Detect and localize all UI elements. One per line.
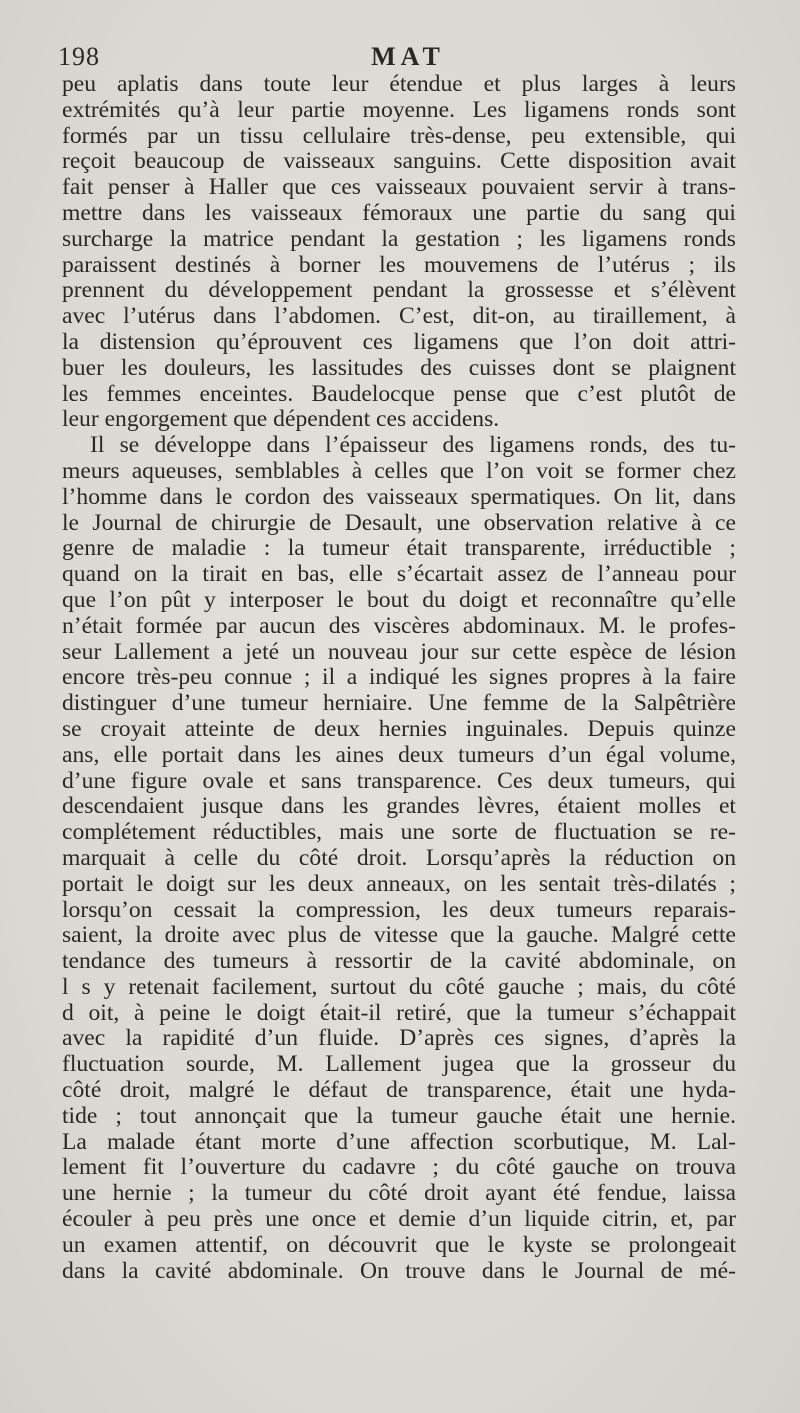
text-line: lorsqu’on cessait la compression, les deux tumeurs reparais-: [62, 896, 736, 923]
paragraph: [62, 433, 736, 1284]
text-line: mettre dans les vaisseaux fémoraux une partie du sang qui: [62, 199, 736, 226]
text-line: saient, la droite avec plus de vitesse que la gauche. Malgré cette: [62, 922, 736, 949]
text-line: Il se développe dans l’épaisseur des ligamens ronds, des tu-: [90, 432, 736, 459]
text-line: fluctuation sourde, M. Lallement jugea que la grosseur du: [62, 1051, 736, 1078]
text-line: tide ; tout annonçait que la tumeur gauche était une hernie.: [62, 1102, 736, 1129]
running-head: [58, 42, 758, 74]
text-line: La malade étant morte d’une affection scorbutique, M. Lal-: [62, 1128, 736, 1155]
text-line: portait le doigt sur les deux anneaux, on les sentait très-dilatés ;: [62, 870, 736, 897]
text-line: la distension qu’éprouvent ces ligamens que l’on doit attri-: [62, 328, 736, 355]
text-line: paraissent destinés à borner les mouvemens de l’utérus ; ils: [62, 251, 736, 278]
text-line: les femmes enceintes. Baudelocque pense que c’est plutôt de: [62, 380, 736, 407]
text-line: ans, elle portait dans les aines deux tumeurs d’un égal volume,: [62, 741, 736, 768]
text-line: n’était formée par aucun des viscères abdominaux. M. le profes-: [62, 612, 736, 639]
text-line: dans la cavité abdominale. On trouve dans le Journal de mé-: [62, 1257, 736, 1284]
text-line: fait penser à Haller que ces vaisseaux pouvaient servir à trans-: [62, 174, 736, 201]
text-line: leur engorgement que dépendent ces accidens.: [62, 406, 500, 433]
text-line: avec la rapidité d’un fluide. D’après ces signes, d’après la: [62, 1025, 736, 1052]
text-line: extrémités qu’à leur partie moyenne. Les ligamens ronds sont: [62, 96, 736, 123]
text-line: une hernie ; la tumeur du côté droit ayant été fendue, laissa: [62, 1180, 736, 1207]
text-line: genre de maladie : la tumeur était transparente, irréductible ;: [62, 535, 736, 562]
text-line: encore très-peu connue ; il a indiqué les signes propres à la faire: [62, 664, 736, 691]
text-line: surcharge la matrice pendant la gestation ; les ligamens ronds: [62, 225, 736, 252]
text-line: d oit, à peine le doigt était-il retiré, que la tumeur s’échappait: [62, 999, 736, 1026]
running-title: MAT: [371, 42, 445, 71]
text-line: peu aplatis dans toute leur étendue et plus larges à leurs: [62, 71, 736, 97]
text-line: marquait à celle du côté droit. Lorsqu’après la réduction on: [62, 844, 736, 871]
text-line: prennent du développement pendant la grossesse et s’élèvent: [62, 277, 736, 304]
text-line: le Journal de chirurgie de Desault, une observation relative à ce: [62, 509, 736, 536]
text-line: descendaient jusque dans les grandes lèvres, étaient molles et: [62, 793, 736, 820]
text-line: buer les douleurs, les lassitudes des cuisses dont se plaignent: [62, 354, 736, 381]
text-line: avec l’utérus dans l’abdomen. C’est, dit-on, au tiraillement, à: [62, 303, 736, 330]
text-line: d’une figure ovale et sans transparence. Ces deux tumeurs, qui: [62, 767, 736, 794]
text-line: l’homme dans le cordon des vaisseaux spermatiques. On lit, dans: [62, 483, 736, 510]
text-line: lement fit l’ouverture du cadavre ; du côté gauche on trouva: [62, 1154, 736, 1181]
text-line: meurs aqueuses, semblables à celles que l’on voit se former chez: [62, 457, 736, 484]
text-line: formés par un tissu cellulaire très-dense, peu extensible, qui: [62, 122, 736, 149]
text-line: l s y retenait facilement, surtout du côté gauche ; mais, du côté: [62, 973, 736, 1000]
text-line: quand on la tirait en bas, elle s’écartait assez de l’anneau pour: [62, 561, 736, 588]
text-line: distinguer d’une tumeur herniaire. Une femme de la Salpêtrière: [62, 690, 736, 717]
text-line: se croyait atteinte de deux hernies inguinales. Depuis quinze: [62, 715, 736, 742]
page-number: 198: [58, 42, 100, 71]
paragraph: [62, 72, 736, 433]
text-line: un examen attentif, on découvrit que le kyste se prolongeait: [62, 1231, 736, 1258]
text-line: côté droit, malgré le défaut de transparence, était une hyda-: [62, 1077, 736, 1104]
text-line: écouler à peu près une once et demie d’un liquide citrin, et, par: [62, 1206, 736, 1233]
body-text: [62, 72, 736, 1284]
text-line: complétement réductibles, mais une sorte de fluctuation se re-: [62, 819, 736, 846]
text-line: que l’on pût y interposer le bout du doigt et reconnaître qu’elle: [62, 586, 736, 613]
text-line: reçoit beaucoup de vaisseaux sanguins. Cette disposition avait: [62, 148, 736, 175]
text-line: tendance des tumeurs à ressortir de la cavité abdominale, on: [62, 948, 736, 975]
text-line: seur Lallement a jeté un nouveau jour sur cette espèce de lésion: [62, 638, 736, 665]
